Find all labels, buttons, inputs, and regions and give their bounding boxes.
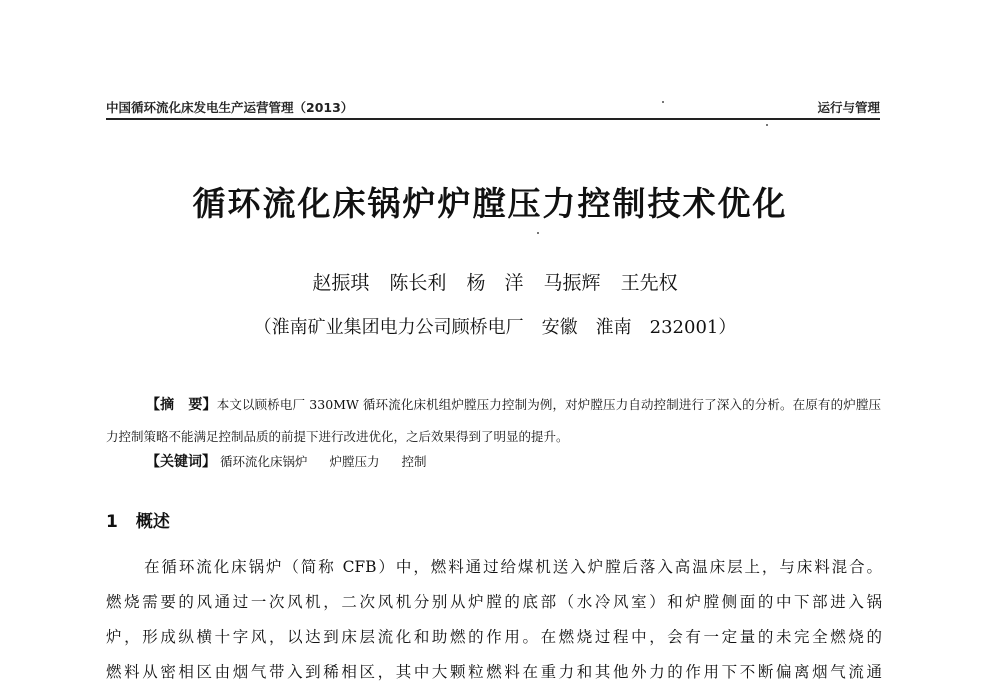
scan-speck — [537, 232, 539, 234]
author: 马振辉 — [543, 272, 601, 294]
author-list — [0, 268, 990, 295]
body-line: 在循环流化床锅炉（简称 CFB）中，燃料通过给煤机送入炉膛后落入高温床层上，与床料混合。 — [144, 558, 882, 576]
paper-title: 循环流化床锅炉炉膛压力控制技术优化 — [192, 184, 788, 223]
body-line: 燃烧需要的风通过一次风机，二次风机分别从炉膛的底部（水冷风室）和炉膛侧面的中下部进入锅 — [106, 593, 882, 611]
body-line: 燃料从密相区由烟气带入到稀相区，其中大颗粒燃料在重力和其他外力的作用下不断偏离烟气流通 — [106, 663, 882, 681]
scan-speck — [766, 124, 768, 126]
abstract-label: 【摘 要】 — [146, 397, 217, 413]
author: 王先权 — [620, 272, 678, 294]
keyword: 炉膛压力 — [329, 454, 380, 469]
running-header — [106, 96, 880, 120]
keywords — [146, 451, 445, 471]
body-line: 炉，形成纵横十字风，以达到床层流化和助燃的作用。在燃烧过程中，会有一定量的未完全燃烧的 — [106, 628, 882, 646]
author: 杨 洋 — [466, 272, 524, 294]
section-name: 运行与管理 — [817, 100, 880, 115]
section-title: 概述 — [135, 512, 170, 532]
abstract — [106, 389, 881, 452]
author: 陈长利 — [389, 272, 447, 294]
affiliation: （淮南矿业集团电力公司顾桥电厂 安徽 淮南 232001） — [253, 317, 737, 338]
abstract-text: 本文以顾桥电厂 330MW 循环流化床机组炉膛压力控制为例，对炉膛压力自动控制进行了深入的分析。在原有的炉膛压力控制策略不能满足控制品质的前提下进行改进优化，之后效果得到了明显的提升。 — [106, 397, 881, 444]
keyword: 循环流化床锅炉 — [219, 454, 308, 469]
section-number: 1 — [106, 512, 118, 532]
author: 赵振琪 — [312, 272, 370, 294]
section-body — [106, 550, 882, 690]
journal-name: 中国循环流化床发电生产运营管理（2013） — [106, 100, 354, 115]
keyword: 控制 — [401, 454, 427, 469]
scan-speck — [662, 101, 664, 103]
keywords-label: 【关键词】 — [146, 454, 216, 470]
section-heading — [106, 507, 170, 532]
